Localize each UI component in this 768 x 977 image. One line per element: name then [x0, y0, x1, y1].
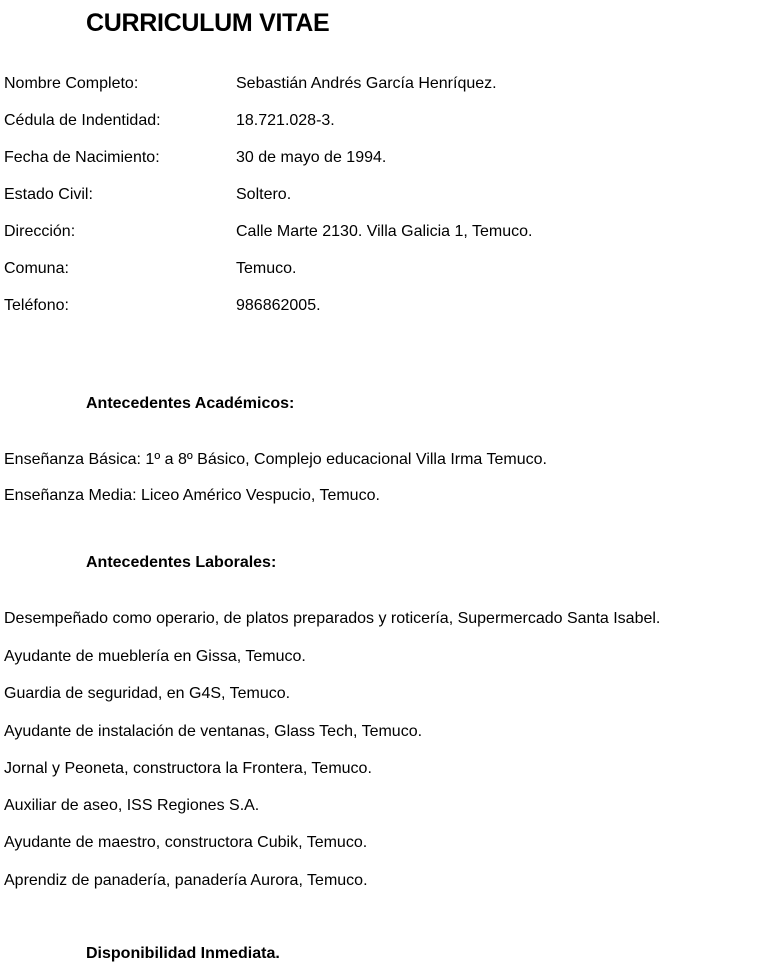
work-line: Ayudante de instalación de ventanas, Glass Tech, Temuco. — [4, 723, 423, 740]
academic-line: Enseñanza Media: Liceo Américo Vespucio, Temuco. — [4, 487, 380, 504]
personal-label: Fecha de Nacimiento: — [4, 149, 160, 166]
work-heading: Antecedentes Laborales: — [86, 554, 277, 571]
work-line: Aprendiz de panadería, panadería Aurora, Temuco. — [4, 872, 368, 889]
academic-line: Enseñanza Básica: 1º a 8º Básico, Complejo educacional Villa Irma Temuco. — [4, 451, 547, 468]
work-line: Jornal y Peoneta, constructora la Frontera, Temuco. — [4, 760, 372, 777]
personal-value: 986862005. — [236, 297, 321, 314]
personal-label: Cédula de Indentidad: — [4, 112, 161, 129]
personal-label: Nombre Completo: — [4, 75, 139, 92]
work-line: Auxiliar de aseo, ISS Regiones S.A. — [4, 797, 260, 814]
personal-label: Comuna: — [4, 260, 69, 277]
personal-value: Soltero. — [236, 186, 292, 203]
availability-note: Disponibilidad Inmediata. — [86, 945, 280, 962]
personal-label: Teléfono: — [4, 297, 69, 314]
work-line: Ayudante de maestro, constructora Cubik, Temuco. — [4, 834, 368, 851]
personal-label: Dirección: — [4, 223, 76, 240]
personal-value: 18.721.028-3. — [236, 112, 335, 129]
work-line: Desempeñado como operario, de platos preparados y roticería, Supermercado Santa Isabel. — [4, 610, 661, 627]
work-line: Guardia de seguridad, en G4S, Temuco. — [4, 685, 291, 702]
page-title: CURRICULUM VITAE — [86, 9, 330, 37]
academic-heading: Antecedentes Académicos: — [86, 395, 295, 412]
personal-value: Calle Marte 2130. Villa Galicia 1, Temuco. — [236, 223, 533, 240]
personal-label: Estado Civil: — [4, 186, 93, 203]
personal-value: 30 de mayo de 1994. — [236, 149, 387, 166]
personal-value: Temuco. — [236, 260, 297, 277]
work-line: Ayudante de mueblería en Gissa, Temuco. — [4, 648, 306, 665]
personal-value: Sebastián Andrés García Henríquez. — [236, 75, 497, 92]
